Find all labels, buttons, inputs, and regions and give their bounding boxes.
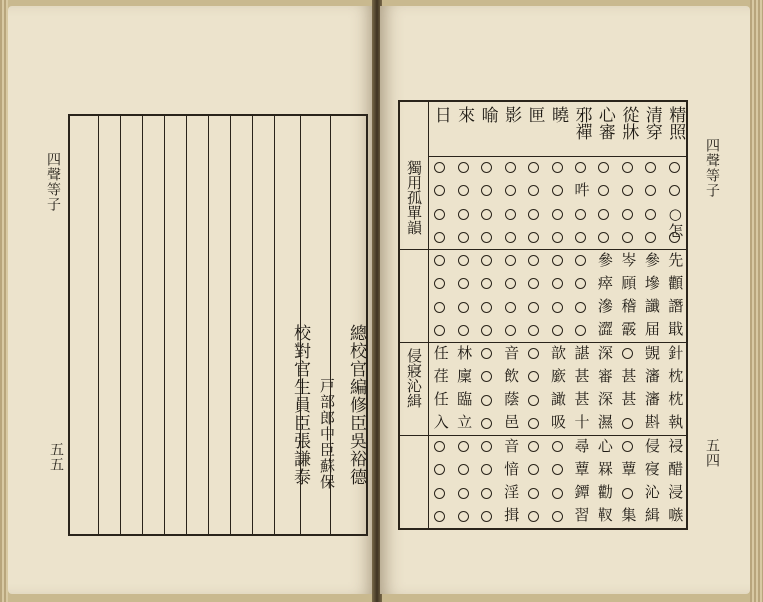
table-cell: 揖 (502, 507, 521, 523)
table-cell: 立 (455, 414, 474, 430)
empty-cell-circle (458, 441, 469, 452)
section-rule (398, 435, 686, 436)
empty-cell-circle (552, 441, 563, 452)
empty-cell-circle (458, 255, 469, 266)
table-cell: 愔 (502, 460, 521, 476)
empty-cell-circle (528, 348, 539, 359)
empty-cell-circle (458, 488, 469, 499)
table-cell: 届 (642, 321, 661, 337)
header-initial: 邪禪 (571, 106, 592, 140)
left-frame-right (366, 114, 368, 536)
empty-cell-circle (434, 162, 445, 173)
header-initial: 從牀 (618, 106, 639, 140)
empty-cell-circle (622, 232, 633, 243)
empty-cell-circle (552, 325, 563, 336)
empty-cell-circle (552, 464, 563, 475)
left-page-number: 五五 (48, 442, 64, 472)
left-frame-left (68, 114, 70, 536)
table-cell: 澀 (595, 321, 614, 337)
empty-cell-circle (434, 511, 445, 522)
table-cell: 霰 (619, 321, 638, 337)
empty-cell-circle (645, 232, 656, 243)
empty-cell-circle (669, 162, 680, 173)
empty-cell-circle (458, 464, 469, 475)
empty-cell-circle (481, 441, 492, 452)
table-cell: 甚 (619, 367, 638, 383)
table-cell: 稽 (619, 298, 638, 314)
empty-cell-circle (528, 395, 539, 406)
empty-cell-circle (505, 209, 516, 220)
table-cell: 濕 (595, 414, 614, 430)
empty-cell-circle (669, 232, 680, 243)
empty-cell-circle (552, 278, 563, 289)
table-cell: 任 (431, 391, 450, 407)
table-cell: 先 (666, 251, 685, 267)
left-page (8, 6, 374, 594)
table-cell: 甚 (572, 391, 591, 407)
empty-cell-circle (645, 209, 656, 220)
table-cell: 蕈 (572, 460, 591, 476)
empty-cell-circle (481, 488, 492, 499)
table-border-top (398, 100, 686, 102)
empty-cell-circle (622, 348, 633, 359)
empty-cell-circle (481, 325, 492, 336)
table-cell: 覬 (642, 344, 661, 360)
table-cell: 邑 (502, 414, 521, 430)
empty-cell-circle (434, 185, 445, 196)
empty-cell-circle (434, 302, 445, 313)
empty-cell-circle (434, 325, 445, 336)
empty-cell-circle (481, 185, 492, 196)
table-cell: 荏 (431, 367, 450, 383)
right-margin-title: 四聲等子 (704, 138, 720, 198)
header-initial: 喻 (477, 106, 498, 123)
table-cell: 罧 (595, 460, 614, 476)
table-cell: 深 (595, 344, 614, 360)
table-cell: 尋 (572, 437, 591, 453)
table-cell: 顴 (666, 274, 685, 290)
table-cell: 執 (666, 414, 685, 430)
table-cell: 音 (502, 437, 521, 453)
empty-cell-circle (434, 441, 445, 452)
table-cell: 蔭 (502, 391, 521, 407)
left-column-rule (252, 116, 253, 534)
empty-cell-circle (528, 232, 539, 243)
table-cell: 嗾 (666, 507, 685, 523)
table-cell: 飲 (502, 367, 521, 383)
table-cell: 祲 (666, 437, 685, 453)
table-cell: 戢 (666, 321, 685, 337)
section-rule (398, 249, 686, 250)
table-cell: 入 (431, 414, 450, 430)
header-initial: 影 (501, 106, 522, 123)
empty-cell-circle (552, 232, 563, 243)
table-cell: 岑 (619, 251, 638, 267)
empty-cell-circle (552, 488, 563, 499)
table-cell: 靫 (595, 507, 614, 523)
left-column-rule (186, 116, 187, 534)
header-initial: 日 (430, 106, 451, 123)
table-cell: 瀋 (642, 367, 661, 383)
table-border-bottom (398, 528, 686, 530)
empty-cell-circle (622, 441, 633, 452)
empty-cell-circle (552, 302, 563, 313)
table-cell: 深 (595, 391, 614, 407)
header-initial: 精照 (665, 106, 686, 140)
label-column-rule (428, 100, 429, 528)
page-edge-right (750, 0, 763, 602)
credit-line-1: 總校官編修臣吳裕德 (346, 324, 366, 486)
empty-cell-circle (481, 162, 492, 173)
empty-cell-circle (481, 511, 492, 522)
table-cell: 諶 (572, 344, 591, 360)
header-initial: 心審 (594, 106, 615, 140)
empty-cell-circle (505, 255, 516, 266)
table-cell: 滲 (595, 298, 614, 314)
left-margin-title: 四聲等子 (45, 152, 61, 212)
table-cell: 針 (666, 344, 685, 360)
empty-cell-circle (528, 325, 539, 336)
empty-cell-circle (552, 209, 563, 220)
empty-cell-circle (575, 325, 586, 336)
header-initial: 來 (454, 106, 475, 123)
empty-cell-circle (598, 209, 609, 220)
table-cell: 集 (619, 507, 638, 523)
table-cell: ○怎 (666, 205, 685, 239)
table-cell: 頋 (619, 274, 638, 290)
empty-cell-circle (528, 302, 539, 313)
empty-cell-circle (622, 418, 633, 429)
empty-cell-circle (481, 418, 492, 429)
empty-cell-circle (622, 209, 633, 220)
empty-cell-circle (458, 511, 469, 522)
table-border-left (398, 100, 400, 530)
table-cell: 甚 (619, 391, 638, 407)
table-cell: 侵 (642, 437, 661, 453)
table-cell: 浸 (666, 484, 685, 500)
left-column-rule (120, 116, 121, 534)
table-cell: 沁 (642, 484, 661, 500)
table-cell: 參 (642, 251, 661, 267)
empty-cell-circle (481, 302, 492, 313)
table-cell: 讖 (642, 298, 661, 314)
empty-cell-circle (481, 209, 492, 220)
empty-cell-circle (481, 255, 492, 266)
right-page (380, 6, 750, 594)
empty-cell-circle (528, 441, 539, 452)
empty-cell-circle (528, 418, 539, 429)
table-cell: 任 (431, 344, 450, 360)
empty-cell-circle (552, 511, 563, 522)
empty-cell-circle (622, 162, 633, 173)
left-column-rule (98, 116, 99, 534)
table-border-right (686, 100, 688, 530)
section-label-rhymes: 侵寢沁緝 (405, 348, 423, 408)
empty-cell-circle (458, 185, 469, 196)
empty-cell-circle (598, 185, 609, 196)
empty-cell-circle (575, 278, 586, 289)
header-initial: 匣 (524, 106, 545, 123)
table-cell: 審 (595, 367, 614, 383)
header-initial: 曉 (548, 106, 568, 123)
empty-cell-circle (669, 185, 680, 196)
table-cell: 醋 (666, 460, 685, 476)
table-cell: 心 (595, 437, 614, 453)
empty-cell-circle (434, 464, 445, 475)
empty-cell-circle (598, 162, 609, 173)
left-column-rule (274, 116, 275, 534)
empty-cell-circle (552, 162, 563, 173)
table-cell: 十 (572, 414, 591, 430)
table-cell: 歆 (549, 344, 567, 360)
credit-line-2: 戸部郎中臣蘇保 (318, 378, 336, 490)
empty-cell-circle (481, 371, 492, 382)
empty-cell-circle (434, 209, 445, 220)
table-cell: 淫 (502, 484, 521, 500)
table-cell: 參 (595, 251, 614, 267)
table-cell: 譖 (666, 298, 685, 314)
table-cell: 蕈 (619, 460, 638, 476)
table-cell: 緝 (642, 507, 661, 523)
left-column-rule (164, 116, 165, 534)
empty-cell-circle (481, 232, 492, 243)
empty-cell-circle (481, 348, 492, 359)
table-cell: 習 (572, 507, 591, 523)
empty-cell-circle (505, 232, 516, 243)
empty-cell-circle (528, 371, 539, 382)
empty-cell-circle (481, 278, 492, 289)
empty-cell-circle (645, 185, 656, 196)
empty-cell-circle (505, 162, 516, 173)
empty-cell-circle (434, 232, 445, 243)
empty-cell-circle (434, 255, 445, 266)
empty-cell-circle (575, 302, 586, 313)
table-cell: 枕 (666, 367, 685, 383)
table-cell: 寑 (642, 460, 661, 476)
page-edge-left (0, 0, 8, 602)
empty-cell-circle (528, 278, 539, 289)
table-cell: 林 (455, 344, 474, 360)
table-cell: 廞 (549, 367, 567, 383)
table-cell: 斟 (642, 414, 661, 430)
empty-cell-circle (575, 209, 586, 220)
empty-cell-circle (622, 185, 633, 196)
empty-cell-circle (528, 488, 539, 499)
empty-cell-circle (552, 255, 563, 266)
empty-cell-circle (458, 278, 469, 289)
left-column-rule (230, 116, 231, 534)
empty-cell-circle (528, 185, 539, 196)
table-cell: 音 (502, 344, 521, 360)
empty-cell-circle (528, 511, 539, 522)
empty-cell-circle (575, 232, 586, 243)
table-cell: 鐔 (572, 484, 591, 500)
empty-cell-circle (505, 185, 516, 196)
section-label-rhyme-group: 獨用孤單韻 (405, 160, 423, 235)
table-cell: 吸 (549, 414, 567, 430)
empty-cell-circle (598, 232, 609, 243)
empty-cell-circle (528, 255, 539, 266)
table-cell: 墋 (642, 274, 661, 290)
empty-cell-circle (505, 278, 516, 289)
empty-cell-circle (528, 209, 539, 220)
left-frame-bottom (68, 534, 368, 536)
empty-cell-circle (505, 325, 516, 336)
empty-cell-circle (575, 255, 586, 266)
empty-cell-circle (552, 185, 563, 196)
table-cell: 瀋 (642, 391, 661, 407)
empty-cell-circle (434, 278, 445, 289)
empty-cell-circle (458, 325, 469, 336)
table-cell: 甚 (572, 367, 591, 383)
header-initial: 清穿 (641, 106, 662, 140)
table-cell: 譀 (549, 391, 567, 407)
empty-cell-circle (458, 232, 469, 243)
credit-line-3: 校對官生員臣張謙泰 (290, 324, 310, 486)
empty-cell-circle (458, 302, 469, 313)
empty-cell-circle (481, 395, 492, 406)
right-page-number: 五四 (704, 438, 720, 468)
empty-cell-circle (434, 488, 445, 499)
table-cell: 瘁 (595, 274, 614, 290)
header-rule (428, 156, 686, 157)
table-cell: 臨 (455, 391, 474, 407)
table-cell: 枕 (666, 391, 685, 407)
empty-cell-circle (505, 302, 516, 313)
empty-cell-circle (645, 162, 656, 173)
empty-cell-circle (458, 209, 469, 220)
left-frame-top (68, 114, 368, 116)
empty-cell-circle (481, 464, 492, 475)
empty-cell-circle (458, 162, 469, 173)
empty-cell-circle (622, 488, 633, 499)
table-cell: 吽 (572, 181, 591, 197)
table-cell: 勸 (595, 484, 614, 500)
empty-cell-circle (528, 464, 539, 475)
left-column-rule (208, 116, 209, 534)
empty-cell-circle (528, 162, 539, 173)
section-rule (398, 342, 686, 343)
table-cell: 廩 (455, 367, 474, 383)
empty-cell-circle (575, 162, 586, 173)
left-column-rule (142, 116, 143, 534)
